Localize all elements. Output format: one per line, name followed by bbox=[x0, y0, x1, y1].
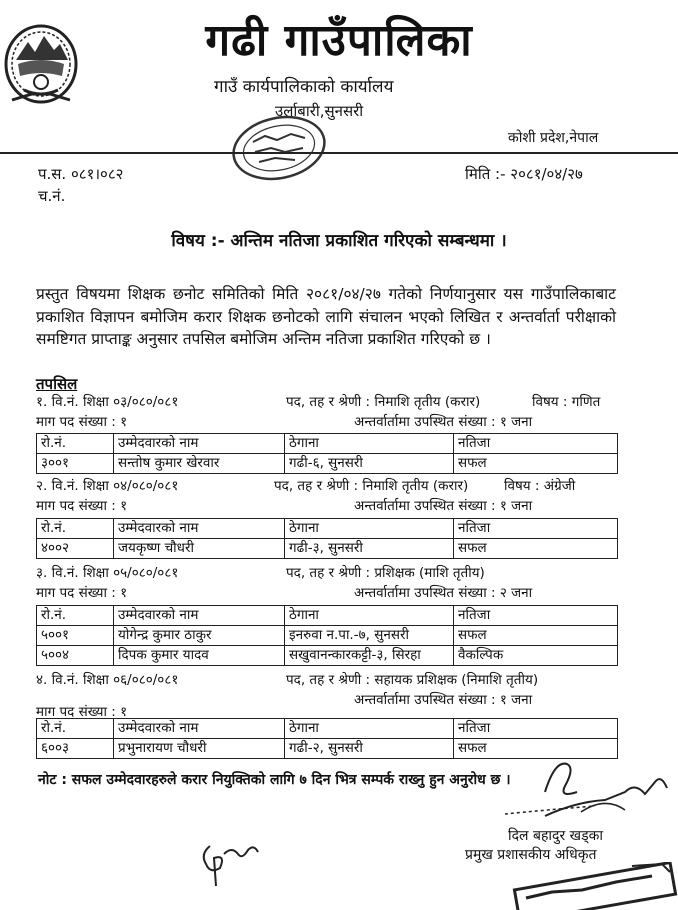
page-title: गढी गाउँपालिका bbox=[205, 15, 473, 66]
table-row bbox=[37, 626, 618, 646]
header-roll: रो.नं. bbox=[37, 519, 114, 539]
cell-name: प्रभुनारायण चौधरी bbox=[114, 739, 285, 759]
header-name: उम्मेदवारको नाम bbox=[114, 434, 285, 454]
cell-name: सन्तोष कुमार खेरवार bbox=[114, 454, 285, 474]
details-heading: तपसिल bbox=[36, 375, 78, 393]
header-address: ठेगाना bbox=[285, 519, 454, 539]
post-level: पद, तह र श्रेणी : निमाशि तृतीय (करार) bbox=[274, 478, 469, 494]
cell-name: दिपक कुमार यादव bbox=[114, 646, 285, 666]
header-roll: रो.नं. bbox=[37, 719, 114, 739]
cell-result: सफल bbox=[454, 739, 618, 759]
cell-address: गढी-२, सुनसरी bbox=[285, 739, 454, 759]
result-table bbox=[36, 433, 618, 474]
header-name: उम्मेदवारको नाम bbox=[114, 719, 285, 739]
signer-name: दिल बहादुर खड्का bbox=[508, 828, 603, 844]
post-number: १. वि.नं. शिक्षा ०३/०८०/०८१ bbox=[36, 394, 179, 410]
note-text: नोट : सफल उम्मेदवारहरुले करार नियुक्तिको लागि ७ दिन भित्र सम्पर्क राख्नु हुन अनुरोध छ । bbox=[38, 772, 511, 788]
header-name: उम्मेदवारको नाम bbox=[114, 519, 285, 539]
header-address: ठेगाना bbox=[285, 719, 454, 739]
present-count: अन्तर्वार्तामा उपस्थित संख्या : १ जना bbox=[354, 498, 533, 514]
header-result: नतिजा bbox=[454, 719, 618, 739]
table-row bbox=[37, 454, 618, 474]
letter-body: प्रस्तुत विषयमा शिक्षक छनोट समितिको मिति २०८१/०४/२७ गतेको निर्णयानुसार यस गाउँपालिकाबाट प्रकाशित विज्ञापन बमोजिम करार शिक्षक छनोटको लागि संचालन भएको लिखित र अन्तर्वार्ता परीक्षाको समष्टिगत प्राप्ताङ्क अनुसार तपसिल बमोजिम अन्तिम नतिजा प्रकाशित गरिएको छ । bbox=[36, 285, 616, 348]
header-result: नतिजा bbox=[454, 606, 618, 626]
office-name: गाउँ कार्यपालिकाको कार्यालय bbox=[214, 77, 394, 97]
result-table bbox=[36, 518, 618, 559]
table-header-row bbox=[37, 519, 618, 539]
cell-roll: ३००१ bbox=[37, 454, 114, 474]
province-label: कोशी प्रदेश,नेपाल bbox=[508, 130, 599, 146]
post-subject: विषय : अंग्रेजी bbox=[504, 478, 576, 494]
demand-count: माग पद संख्या : १ bbox=[36, 498, 128, 514]
header-roll: रो.नं. bbox=[37, 606, 114, 626]
post-level: पद, तह र श्रेणी : सहायक प्रशिक्षक (निमाशि तृतीय) bbox=[286, 672, 539, 688]
present-count: अन्तर्वार्तामा उपस्थित संख्या : १ जना bbox=[354, 414, 533, 430]
table-row bbox=[37, 539, 618, 559]
header-address: ठेगाना bbox=[285, 434, 454, 454]
office-location: उर्लाबारी,सुनसरी bbox=[275, 102, 364, 120]
present-count: अन्तर्वार्तामा उपस्थित संख्या : २ जना bbox=[354, 585, 533, 601]
post-level: पद, तह र श्रेणी : प्रशिक्षक (माशि तृतीय) bbox=[286, 565, 485, 581]
table-header-row bbox=[37, 719, 618, 739]
header-address: ठेगाना bbox=[285, 606, 454, 626]
cell-address: गढी-३, सुनसरी bbox=[285, 539, 454, 559]
header-roll: रो.नं. bbox=[37, 434, 114, 454]
cell-address: सखुवानन्कारकट्टी-३, सिरहा bbox=[285, 646, 454, 666]
cell-roll: ५००४ bbox=[37, 646, 114, 666]
post-subject: विषय : गणित bbox=[532, 394, 601, 410]
header-name: उम्मेदवारको नाम bbox=[114, 606, 285, 626]
result-table bbox=[36, 605, 618, 666]
demand-count: माग पद संख्या : १ bbox=[36, 585, 128, 601]
cell-name: जयकृष्ण चौधरी bbox=[114, 539, 285, 559]
cell-address: गढी-६, सुनसरी bbox=[285, 454, 454, 474]
post-number: ४. वि.नं. शिक्षा ०६/०८०/०८१ bbox=[36, 672, 179, 688]
office-stamp-icon bbox=[225, 112, 333, 184]
table-header-row bbox=[37, 606, 618, 626]
reference-number: प.स. ०८१।०८२ bbox=[38, 165, 124, 183]
demand-count: माग पद संख्या : १ bbox=[36, 414, 128, 430]
table-header-row bbox=[37, 434, 618, 454]
cell-result: सफल bbox=[454, 539, 618, 559]
demand-count: माग पद संख्या : १ bbox=[36, 704, 128, 720]
cell-result: सफल bbox=[454, 626, 618, 646]
post-number: २. वि.नं. शिक्षा ०४/०८०/०८१ bbox=[36, 478, 179, 494]
signer-title: प्रमुख प्रशासकीय अधिकृत bbox=[465, 847, 597, 863]
letter-subject: विषय :- अन्तिम नतिजा प्रकाशित गरिएको सम्बन्धमा । bbox=[171, 231, 507, 251]
cell-result: सफल bbox=[454, 454, 618, 474]
cell-address: इनरुवा न.पा.-७, सुनसरी bbox=[285, 626, 454, 646]
cell-roll: ४००२ bbox=[37, 539, 114, 559]
official-stamp-icon bbox=[512, 862, 678, 910]
letter-date: मिति :- २०८१/०४/२७ bbox=[465, 165, 583, 183]
dispatch-number: च.नं. bbox=[38, 187, 66, 205]
present-count: अन्तर्वार्तामा उपस्थित संख्या : १ जना bbox=[354, 692, 533, 708]
cell-roll: ६००३ bbox=[37, 739, 114, 759]
cell-result: वैकल्पिक bbox=[454, 646, 618, 666]
post-level: पद, तह र श्रेणी : निमाशि तृतीय (करार) bbox=[286, 394, 481, 410]
cell-name: योगेन्द्र कुमार ठाकुर bbox=[114, 626, 285, 646]
signature-icon bbox=[196, 824, 266, 890]
header-divider bbox=[0, 152, 678, 154]
header-result: नतिजा bbox=[454, 434, 618, 454]
cell-roll: ५००१ bbox=[37, 626, 114, 646]
table-row bbox=[37, 646, 618, 666]
header-result: नतिजा bbox=[454, 519, 618, 539]
post-number: ३. वि.नं. शिक्षा ०५/०८०/०८१ bbox=[36, 565, 179, 581]
